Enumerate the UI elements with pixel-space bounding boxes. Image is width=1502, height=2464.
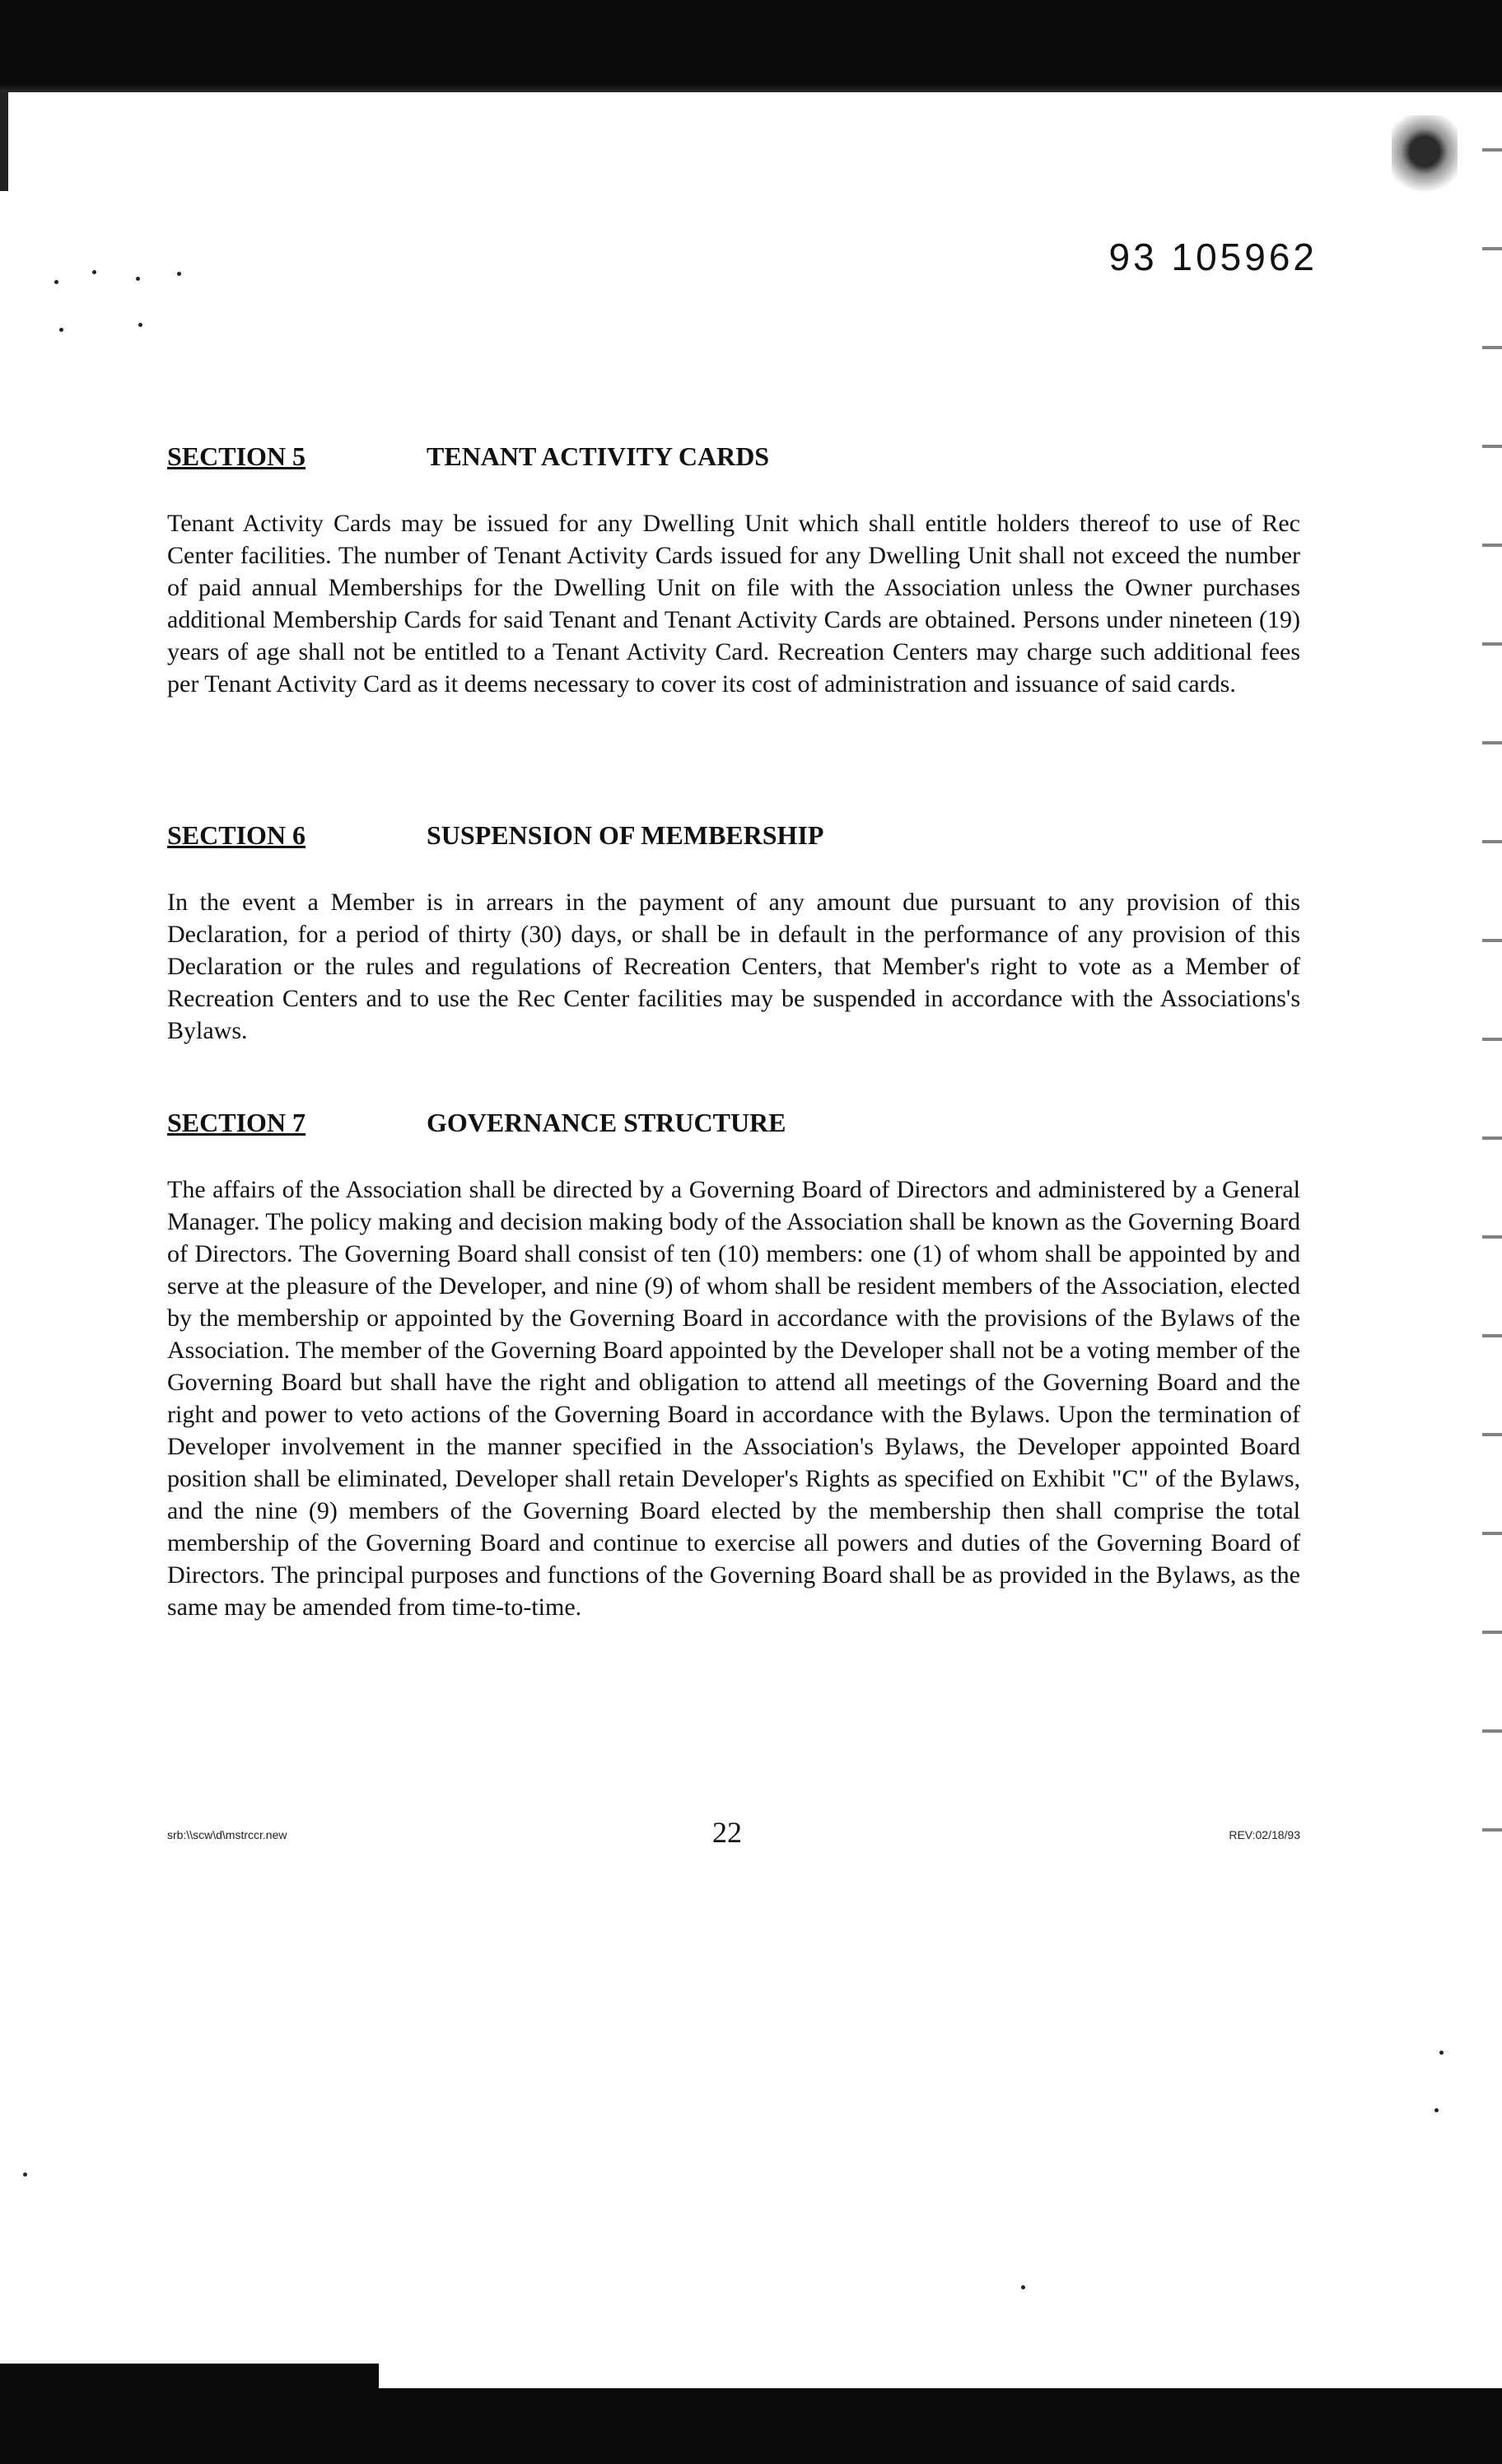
scan-smudge bbox=[1392, 115, 1458, 206]
scan-speckle bbox=[1439, 2051, 1444, 2055]
section-heading bbox=[167, 1108, 1300, 1144]
section-number: SECTION 6 bbox=[167, 820, 306, 850]
section-title: TENANT ACTIVITY CARDS bbox=[427, 441, 770, 471]
section-body: Tenant Activity Cards may be issued for any Dwelling Unit which shall entitle holders thereof to use of Rec Center facilities. The number of Tenant Activity Cards issued for any Dwelling Unit shall not exceed the number of paid annual Memberships for the Dwelling Unit on file with the Association unless the Owner purchases additional Membership Cards for said Tenant and Tenant Activity Cards are obtained. Persons under nineteen (19) years of age shall not be entitled to a Tenant Activity Card. Recreation Centers may charge such additional fees per Tenant Activity Card as it deems necessary to cover its cost of administration and issuance of said cards. bbox=[167, 510, 1300, 698]
section-7 bbox=[167, 1108, 1300, 1623]
section-title: GOVERNANCE STRUCTURE bbox=[427, 1108, 786, 1137]
scan-speckle bbox=[54, 280, 58, 284]
section-title: SUSPENSION OF MEMBERSHIP bbox=[427, 820, 824, 850]
file-reference: srb:\\scw\d\mstrccr.new bbox=[167, 1828, 287, 1841]
scan-speckle bbox=[92, 270, 96, 274]
scan-bottom-gap bbox=[379, 2364, 1502, 2388]
scan-speckle bbox=[136, 277, 140, 281]
section-heading bbox=[167, 441, 1300, 478]
page-number: 22 bbox=[712, 1816, 742, 1849]
section-body: The affairs of the Association shall be directed by a Governing Board of Directors and administered by a General Manager. The policy making and decision making body of the Association shall be known as the Governing Board of Directors. The Governing Board shall consist of ten (10) members: one (1) of whom shall be appointed by and serve at the pleasure of the Developer, and nine (9) of whom shall be resident members of the Association, elected by the membership or appointed by the Governing Board in accordance with the provisions of the Bylaws of the Association. The member of the Governing Board appointed by the Developer shall not be a voting member of the Governing Board but shall have the right and obligation to attend all meetings of the Governing Board and the right and power to veto actions of the Governing Board in accordance with the Bylaws. Upon the termination of Developer involvement in the manner specified in the Association's Bylaws, the Developer appointed Board position shall be eliminated, Developer shall retain Developer's Rights as specified on Exhibit "C" of the Bylaws, and the nine (9) members of the Governing Board elected by the membership then shall comprise the total membership of the Governing Board and continue to exercise all powers and duties of the Governing Board of Directors. The principal purposes and functions of the Governing Board shall be as provided in the Bylaws, as the same may be amended from time-to-time. bbox=[167, 1176, 1300, 1621]
scan-bottom-border bbox=[0, 2388, 1502, 2464]
section-6 bbox=[167, 820, 1300, 1047]
scan-speckle bbox=[177, 272, 181, 276]
section-body: In the event a Member is in arrears in the payment of any amount due pursuant to any provision of this Declaration, for a period of thirty (30) days, or shall be in default in the performance of any provision of this Declaration or the rules and regulations of Recreation Centers, that Member's right to vote as a Member of Recreation Centers and to use the Rec Center facilities may be suspended in accordance with the Associations's Bylaws. bbox=[167, 889, 1300, 1044]
revision-date: REV:02/18/93 bbox=[1229, 1828, 1300, 1841]
section-number: SECTION 7 bbox=[167, 1108, 306, 1137]
page-footer bbox=[167, 1816, 1300, 1853]
section-number: SECTION 5 bbox=[167, 441, 306, 471]
section-5 bbox=[167, 441, 1300, 700]
scan-left-edge bbox=[0, 92, 8, 191]
document-number: 93 105962 bbox=[1108, 236, 1318, 278]
section-heading bbox=[167, 820, 1300, 856]
scan-speckle bbox=[23, 2172, 27, 2177]
scan-speckle bbox=[1021, 2285, 1025, 2289]
scan-speckle bbox=[59, 328, 63, 332]
scan-speckle bbox=[1434, 2108, 1439, 2112]
scan-top-border bbox=[0, 0, 1502, 92]
scan-speckle bbox=[138, 323, 142, 327]
scan-right-edge bbox=[1482, 115, 1502, 1927]
